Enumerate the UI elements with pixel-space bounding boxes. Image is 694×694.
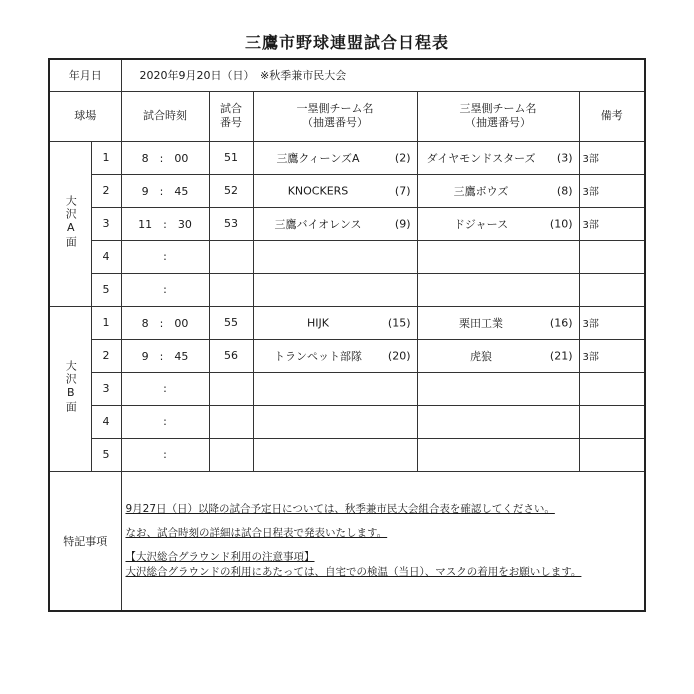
draw-number: (3) <box>556 151 573 164</box>
draw-number: (2) <box>394 151 411 164</box>
remark <box>579 240 645 273</box>
draw-number: (21) <box>549 349 573 362</box>
game-number <box>209 372 253 405</box>
note-line: 大沢総合グラウンドの利用にあたっては、自宅での検温（当日）、マスクの着用をお願いします。 <box>125 565 582 578</box>
draw-number: (7) <box>394 184 411 197</box>
third-base-team <box>417 306 579 339</box>
venue-name: 大沢A面 <box>49 141 91 306</box>
first-base-team <box>253 207 417 240</box>
row-index: 3 <box>91 372 121 405</box>
game-number: 51 <box>209 141 253 174</box>
third-base-team <box>417 273 579 306</box>
row-index: 3 <box>91 207 121 240</box>
row-index: 5 <box>91 438 121 471</box>
notes-row <box>49 471 645 611</box>
game-time: : <box>121 405 209 438</box>
third-base-team <box>417 141 579 174</box>
game-number <box>209 438 253 471</box>
game-time: : <box>121 240 209 273</box>
first-base-team <box>253 141 417 174</box>
note-line: 9月27日（日）以降の試合予定日については、秋季兼市民大会組合表を確認してください。 <box>125 502 555 515</box>
draw-number: (9) <box>394 217 411 230</box>
third-base-team <box>417 372 579 405</box>
note-line: 【大沢総合グラウンド利用の注意事項】 <box>125 550 315 563</box>
table-row <box>49 306 645 339</box>
game-time: : <box>121 438 209 471</box>
third-base-team <box>417 438 579 471</box>
draw-number: (16) <box>549 316 573 329</box>
game-time: 8 : 00 <box>121 141 209 174</box>
team-name: 三鷹バイオレンス <box>274 217 362 231</box>
table-row <box>49 372 645 405</box>
first-base-team <box>253 339 417 372</box>
remark <box>579 405 645 438</box>
game-number: 53 <box>209 207 253 240</box>
team-name: ドジャース <box>453 217 509 231</box>
venue-name: 大沢B面 <box>49 306 91 471</box>
third-base-team <box>417 207 579 240</box>
page-title: 三鷹市野球連盟試合日程表 <box>244 33 449 52</box>
third-base-team <box>417 240 579 273</box>
team-name: HIJK <box>307 316 329 329</box>
first-base-team <box>253 240 417 273</box>
header-first-base: 一塁側チーム名 （抽選番号） <box>253 91 417 141</box>
game-time: 8 : 00 <box>121 306 209 339</box>
remark <box>579 372 645 405</box>
game-number: 52 <box>209 174 253 207</box>
remark: 3部 <box>579 339 645 372</box>
row-index: 5 <box>91 273 121 306</box>
header-time: 試合時刻 <box>121 91 209 141</box>
date-row <box>49 59 645 91</box>
remark <box>579 273 645 306</box>
draw-number: (10) <box>549 217 573 230</box>
table-row <box>49 438 645 471</box>
table-row <box>49 174 645 207</box>
note-line: なお、試合時刻の詳細は試合日程表で発表いたします。 <box>125 526 388 539</box>
row-index: 4 <box>91 405 121 438</box>
team-name: KNOCKERS <box>287 184 349 197</box>
remark: 3部 <box>579 306 645 339</box>
row-index: 4 <box>91 240 121 273</box>
header-game-no: 試合 番号 <box>209 91 253 141</box>
draw-number: (20) <box>387 349 411 362</box>
team-name: ダイヤモンドスターズ <box>426 151 536 165</box>
row-index: 1 <box>91 306 121 339</box>
table-row <box>49 207 645 240</box>
third-base-team <box>417 405 579 438</box>
draw-number: (8) <box>556 184 573 197</box>
first-base-team <box>253 174 417 207</box>
first-base-team <box>253 306 417 339</box>
game-time: 11 : 30 <box>121 207 209 240</box>
row-index: 2 <box>91 339 121 372</box>
team-name: 三鷹ボウズ <box>453 184 509 198</box>
header-row <box>49 91 645 141</box>
table-row <box>49 240 645 273</box>
game-number <box>209 240 253 273</box>
first-base-team <box>253 372 417 405</box>
first-base-team <box>253 273 417 306</box>
header-venue: 球場 <box>49 91 121 141</box>
game-number <box>209 273 253 306</box>
notes-label: 特記事項 <box>49 471 121 611</box>
remark <box>579 438 645 471</box>
third-base-team <box>417 174 579 207</box>
row-index: 2 <box>91 174 121 207</box>
remark: 3部 <box>579 207 645 240</box>
remark: 3部 <box>579 141 645 174</box>
game-time: 9 : 45 <box>121 339 209 372</box>
team-name: トランペット部隊 <box>274 349 362 363</box>
game-number: 55 <box>209 306 253 339</box>
header-remarks: 備考 <box>579 91 645 141</box>
first-base-team <box>253 438 417 471</box>
team-name: 三鷹クィーンズA <box>276 151 360 165</box>
schedule-table <box>48 58 646 612</box>
table-row <box>49 339 645 372</box>
row-index: 1 <box>91 141 121 174</box>
table-row <box>49 405 645 438</box>
game-number <box>209 405 253 438</box>
team-name: 栗田工業 <box>459 316 503 330</box>
table-row <box>49 141 645 174</box>
first-base-team <box>253 405 417 438</box>
notes-content <box>121 471 645 611</box>
date-label: 年月日 <box>49 59 121 91</box>
remark: 3部 <box>579 174 645 207</box>
team-name: 虎狼 <box>470 349 492 363</box>
table-row <box>49 273 645 306</box>
draw-number: (15) <box>387 316 411 329</box>
header-third-base: 三塁側チーム名 （抽選番号） <box>417 91 579 141</box>
game-time: : <box>121 372 209 405</box>
date-value: 2020年9月20日（日） ※秋季兼市民大会 <box>121 59 645 91</box>
third-base-team <box>417 339 579 372</box>
game-time: 9 : 45 <box>121 174 209 207</box>
game-time: : <box>121 273 209 306</box>
game-number: 56 <box>209 339 253 372</box>
